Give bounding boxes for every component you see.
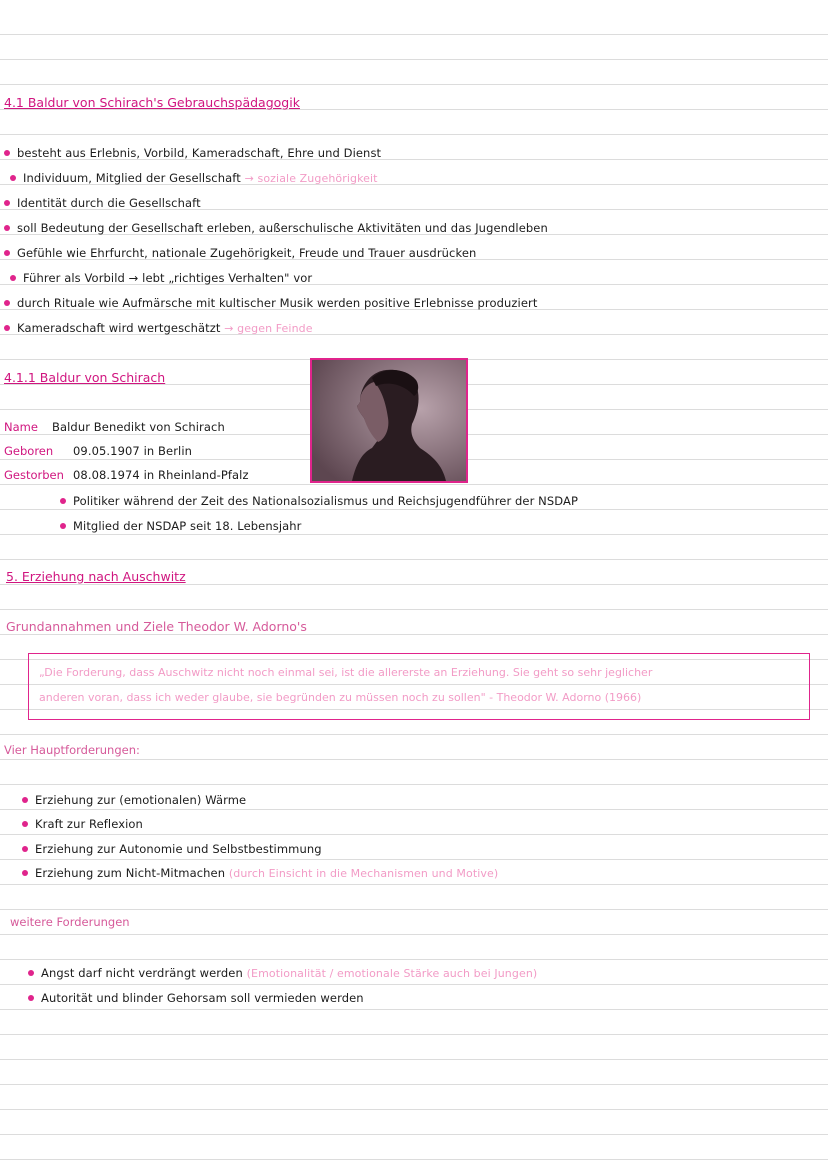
main-demands-label: Vier Hauptforderungen: (4, 743, 140, 757)
heading-4-1-1: 4.1.1 Baldur von Schirach (4, 370, 166, 385)
portrait-image (312, 360, 466, 481)
heading-4-1: 4.1 Baldur von Schirach's Gebrauchspädagogik (4, 95, 300, 110)
bullet-note: → gegen Feinde (224, 322, 313, 335)
bullet-text: Erziehung zur Autonomie und Selbstbestimmung (35, 842, 322, 856)
name-label: Name (4, 420, 38, 434)
quote-line-2: anderen voran, dass ich weder glaube, sie begründen zu müssen noch zu sollen" - Theodor W. Adorno (1966) (39, 691, 642, 704)
bullet-text: Führer als Vorbild → lebt „richtiges Verhalten" vor (23, 271, 313, 285)
bullet-4-1-1 (4, 146, 381, 160)
bullet-text: Politiker während der Zeit des Nationalsozialismus und Reichsjugendführer der NSDAP (73, 494, 579, 508)
bullet-4-1-3 (4, 196, 201, 210)
bullet-note: (durch Einsicht in die Mechanismen und Motive) (228, 867, 499, 880)
bio-bullet-1 (60, 494, 578, 508)
bullet-text: Erziehung zur (emotionalen) Wärme (35, 793, 247, 807)
bio-bullet-2 (60, 519, 301, 533)
bullet-text: Individuum, Mitglied der Gesellschaft (23, 171, 241, 185)
bullet-text: Kameradschaft wird wertgeschätzt (17, 321, 221, 335)
further-demand-1 (28, 966, 537, 980)
bullet-text: durch Rituale wie Aufmärsche mit kultischer Musik werden positive Erlebnisse produziert (17, 296, 538, 310)
name-value: Baldur Benedikt von Schirach (52, 420, 225, 434)
bullet-text: Angst darf nicht verdrängt werden (41, 966, 243, 980)
bullet-text: Kraft zur Reflexion (35, 817, 143, 831)
bullet-text: Gefühle wie Ehrfurcht, nationale Zugehörigkeit, Freude und Trauer ausdrücken (17, 246, 477, 260)
main-demand-2 (22, 817, 143, 831)
died-label: Gestorben (4, 468, 64, 482)
subheading-adorno: Grundannahmen und Ziele Theodor W. Adorno's (6, 619, 307, 634)
bullet-text: Autorität und blinder Gehorsam soll vermieden werden (41, 991, 364, 1005)
bullet-4-1-5 (4, 246, 476, 260)
bullet-note: (Emotionalität / emotionale Stärke auch bei Jungen) (246, 967, 538, 980)
quote-line-1: „Die Forderung, dass Auschwitz nicht noch einmal sei, ist die allererste an Erziehung. Sie geht so sehr jeglicher (39, 666, 653, 679)
quote-box (28, 653, 810, 720)
bullet-text: Identität durch die Gesellschaft (17, 196, 201, 210)
bullet-text: soll Bedeutung der Gesellschaft erleben, außerschulische Aktivitäten und das Jugendleben (17, 221, 548, 235)
bullet-4-1-2 (10, 171, 378, 185)
bullet-4-1-6 (10, 271, 312, 285)
bullet-text: Mitglied der NSDAP seit 18. Lebensjahr (73, 519, 302, 533)
heading-5: 5. Erziehung nach Auschwitz (6, 569, 186, 584)
further-demand-2 (28, 991, 364, 1005)
bullet-4-1-4 (4, 221, 548, 235)
bullet-4-1-8 (4, 321, 313, 335)
born-label: Geboren (4, 444, 54, 458)
further-demands-label: weitere Forderungen (10, 915, 130, 929)
bullet-note: → soziale Zugehörigkeit (244, 172, 378, 185)
died-value: 08.08.1974 in Rheinland-Pfalz (73, 468, 249, 482)
born-value: 09.05.1907 in Berlin (73, 444, 193, 458)
main-demand-4 (22, 866, 498, 880)
main-demand-1 (22, 793, 246, 807)
portrait-photo (310, 358, 468, 483)
bullet-text: besteht aus Erlebnis, Vorbild, Kameradschaft, Ehre und Dienst (17, 146, 382, 160)
bullet-4-1-7 (4, 296, 537, 310)
bullet-text: Erziehung zum Nicht-Mitmachen (35, 866, 226, 880)
main-demand-3 (22, 842, 322, 856)
